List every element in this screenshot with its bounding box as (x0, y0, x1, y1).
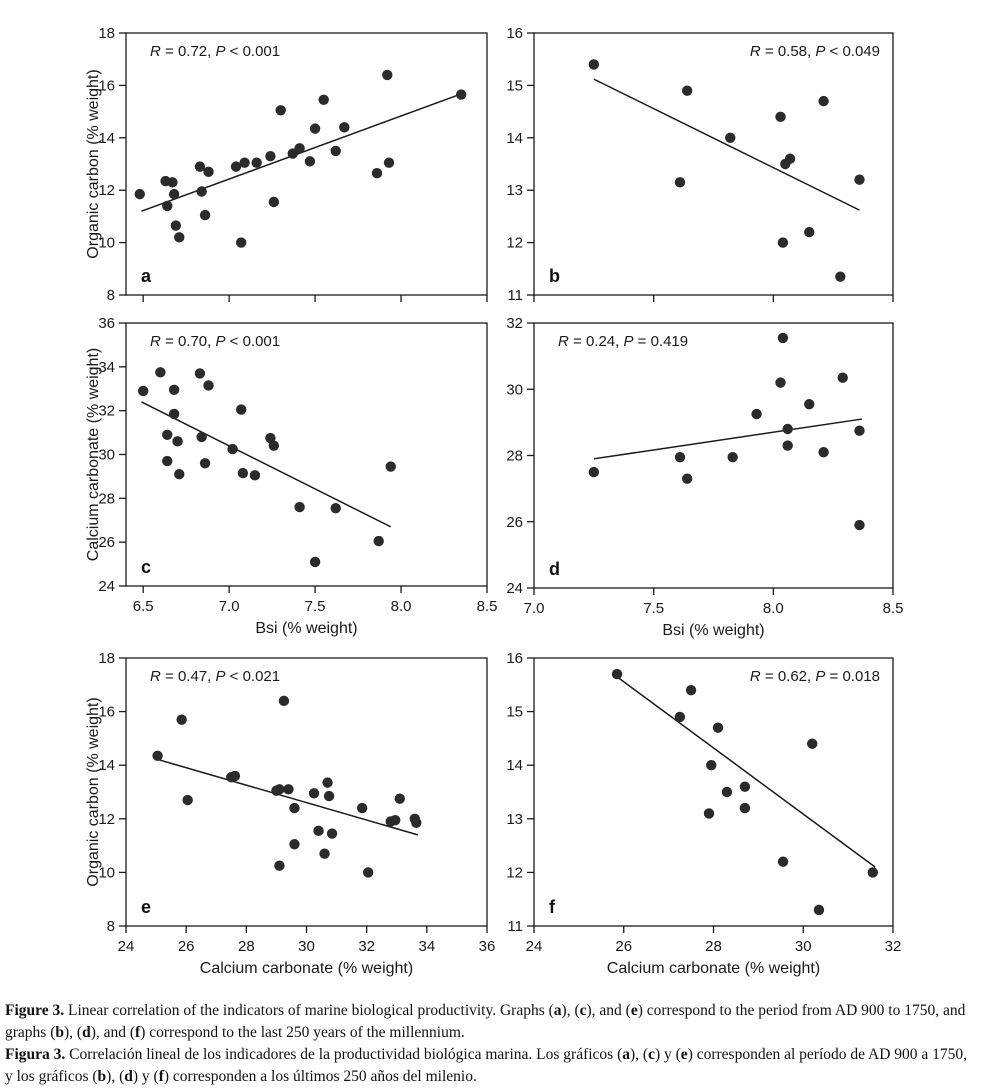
svg-text:a: a (141, 266, 152, 286)
svg-text:Bsi (% weight): Bsi (% weight) (255, 620, 358, 637)
svg-text:28: 28 (506, 447, 523, 465)
scatter-chart-a (84, 19, 504, 313)
svg-text:26: 26 (177, 938, 195, 955)
scatter-panel-f (492, 644, 910, 978)
svg-text:7.0: 7.0 (218, 598, 240, 615)
svg-text:10: 10 (98, 234, 115, 252)
svg-text:16: 16 (98, 77, 115, 95)
svg-text:11: 11 (507, 918, 523, 935)
svg-text:R = 0.47, P < 0.021: R = 0.47, P < 0.021 (150, 668, 281, 685)
svg-text:30: 30 (506, 381, 523, 399)
scatter-panel-a (84, 19, 504, 313)
svg-text:16: 16 (506, 25, 523, 42)
scatter-chart-d (492, 309, 910, 638)
svg-text:7.0: 7.0 (523, 600, 545, 617)
svg-text:18: 18 (98, 25, 115, 42)
svg-text:32: 32 (98, 402, 115, 420)
svg-text:c: c (141, 557, 152, 577)
svg-text:7.5: 7.5 (643, 600, 665, 617)
svg-text:36: 36 (98, 315, 115, 332)
scatter-panel-c (84, 309, 504, 638)
svg-text:8.0: 8.0 (390, 598, 412, 615)
svg-text:30: 30 (298, 938, 315, 955)
scatter-panel-e (84, 644, 504, 978)
svg-text:8: 8 (106, 918, 115, 935)
svg-text:14: 14 (506, 129, 523, 147)
svg-text:R = 0.62, P = 0.018: R = 0.62, P = 0.018 (749, 668, 880, 685)
scatter-chart-c (84, 309, 504, 638)
svg-text:Organic carbon (% weight): Organic carbon (% weight) (85, 69, 102, 259)
scatter-chart-e (84, 644, 504, 978)
svg-text:28: 28 (98, 490, 115, 508)
svg-text:13: 13 (506, 182, 523, 200)
svg-text:d: d (549, 559, 560, 579)
svg-text:24: 24 (525, 938, 543, 955)
svg-text:8: 8 (106, 287, 115, 304)
svg-text:26: 26 (615, 938, 633, 955)
svg-text:Calcium carbonate (% weight): Calcium carbonate (% weight) (199, 960, 414, 977)
svg-text:28: 28 (237, 938, 255, 955)
caption-english: Figure 3. Linear correlation of the indicators of marine biological productivity. Graphs (a), (c), and (e) correspond to the period from AD 900 to 1750, and graphs (b), (d), and (f) correspond to the last 250 years of the millennium. (5, 1002, 966, 1041)
svg-text:Calcium carbonate (% weight): Calcium carbonate (% weight) (606, 960, 821, 977)
svg-text:Organic carbon (% weight): Organic carbon (% weight) (85, 697, 102, 887)
caption-spanish: Figura 3. Correlación lineal de los indicadores de la productividad biológica marina. Los gráficos (a), (c) y (e) corresponden al período de AD 900 a 1750, y los gráficos (b), (d) y (f) corresponden a los últimos 250 años del milenio. (5, 1046, 968, 1085)
scatter-panel-d (492, 309, 910, 638)
svg-text:16: 16 (98, 703, 115, 721)
svg-text:R = 0.58, P < 0.049: R = 0.58, P < 0.049 (749, 43, 880, 60)
svg-text:26: 26 (506, 513, 523, 531)
svg-text:8.5: 8.5 (476, 598, 498, 615)
svg-text:10: 10 (98, 864, 115, 882)
svg-text:12: 12 (506, 234, 523, 252)
svg-text:Calcium carbonate (% weight): Calcium carbonate (% weight) (85, 347, 102, 562)
svg-text:34: 34 (98, 358, 115, 376)
svg-text:30: 30 (794, 938, 812, 955)
scatter-chart-f (492, 644, 910, 978)
svg-text:Bsi (% weight): Bsi (% weight) (662, 622, 765, 639)
svg-text:34: 34 (418, 938, 436, 955)
svg-text:16: 16 (506, 650, 523, 667)
svg-text:8.5: 8.5 (882, 600, 904, 617)
svg-text:b: b (549, 266, 560, 286)
svg-text:12: 12 (98, 810, 115, 828)
svg-text:24: 24 (98, 578, 115, 595)
svg-text:14: 14 (98, 757, 115, 775)
scatter-chart-b (492, 19, 910, 313)
svg-text:24: 24 (117, 938, 135, 955)
figure-caption (5, 1000, 973, 1088)
svg-text:11: 11 (507, 287, 523, 304)
svg-text:12: 12 (98, 182, 115, 200)
svg-text:24: 24 (506, 580, 523, 597)
svg-text:13: 13 (506, 810, 523, 828)
svg-text:R = 0.24, P = 0.419: R = 0.24, P = 0.419 (558, 333, 689, 350)
svg-text:32: 32 (506, 315, 523, 332)
svg-text:26: 26 (98, 534, 115, 552)
svg-text:14: 14 (98, 129, 115, 147)
svg-text:7.5: 7.5 (304, 598, 326, 615)
svg-text:36: 36 (478, 938, 496, 955)
svg-text:f: f (549, 897, 555, 917)
svg-text:15: 15 (506, 703, 523, 721)
svg-text:32: 32 (358, 938, 376, 955)
svg-text:12: 12 (506, 864, 523, 882)
svg-text:28: 28 (705, 938, 722, 955)
svg-text:32: 32 (884, 938, 902, 955)
svg-text:R = 0.70, P < 0.001: R = 0.70, P < 0.001 (150, 333, 281, 350)
svg-text:18: 18 (98, 650, 115, 667)
svg-text:R = 0.72, P < 0.001: R = 0.72, P < 0.001 (150, 43, 281, 60)
svg-text:14: 14 (506, 757, 523, 775)
svg-text:6.5: 6.5 (132, 598, 154, 615)
svg-text:8.0: 8.0 (762, 600, 784, 617)
svg-text:e: e (141, 897, 152, 917)
svg-text:30: 30 (98, 446, 115, 464)
svg-text:15: 15 (506, 77, 523, 95)
scatter-panel-b (492, 19, 910, 313)
